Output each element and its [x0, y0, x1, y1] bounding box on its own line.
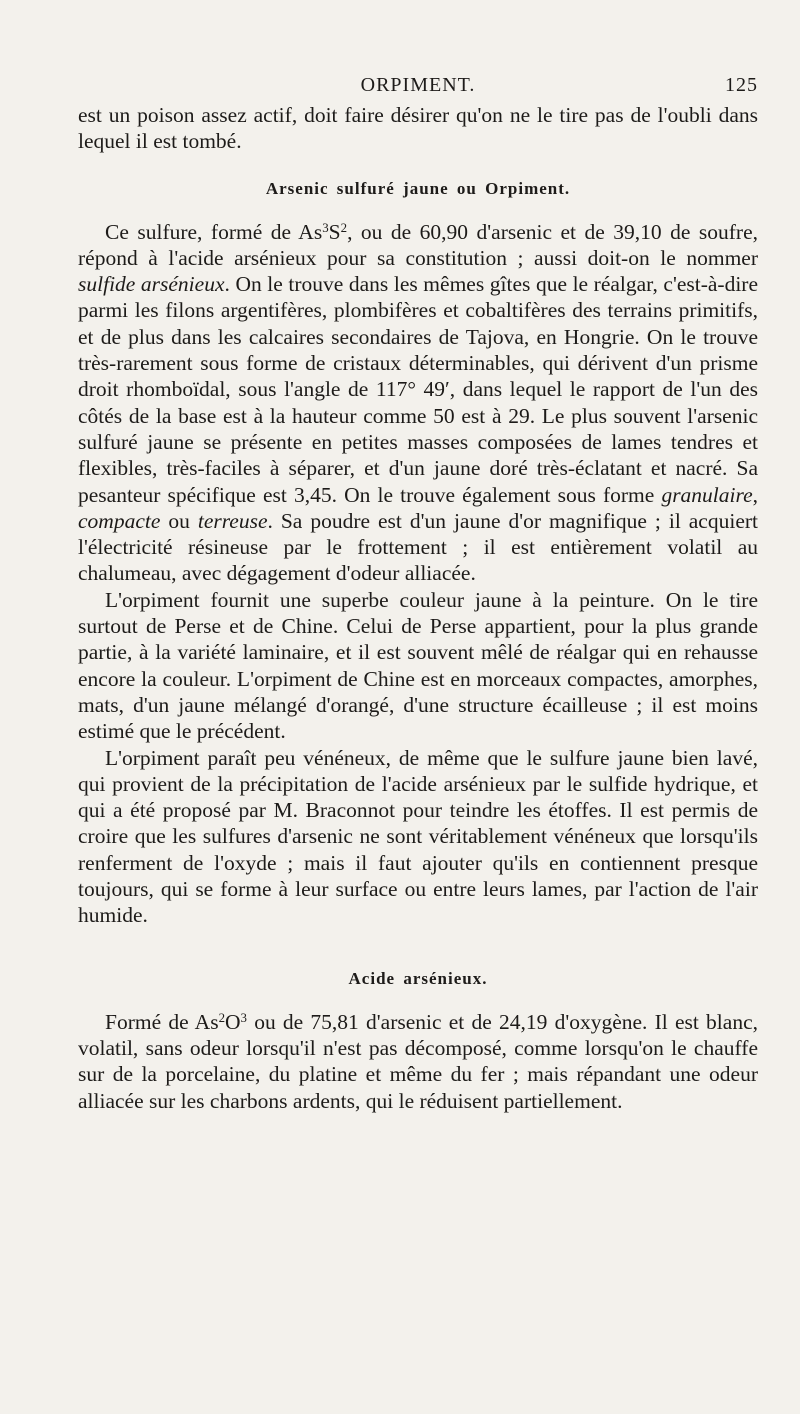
section-heading-orpiment: Arsenic sulfuré jaune ou Orpiment.	[265, 178, 571, 198]
book-page	[78, 70, 758, 1114]
formula-element-oxygen: O	[225, 1009, 241, 1034]
formula-subscript-arsenic: 2	[218, 1010, 226, 1025]
formula-prefix: Formé de As	[105, 1009, 219, 1034]
italic-term: compacte	[78, 508, 161, 533]
paragraph-text: ou de 75,81 d'arsenic et de 24,19 d'oxygène. Il est blanc, volatil, sans odeur lorsqu'il n'est pas décomposé, comme lorsqu'on le chauffe sur de la porcelaine, du platine et même du fer ; mais répandant une odeur alliacée sur les charbons ardents, qui le réduisent partiellement.	[78, 1009, 758, 1113]
continuation-paragraph: est un poison assez actif, doit faire désirer qu'on ne le tire pas de l'oubli dans lequel il est tombé.	[78, 103, 758, 154]
orpiment-description-paragraph	[78, 219, 758, 587]
paragraph-text: . Sa poudre est d'un jaune d'or magnifique ; il acquiert l'électricité résineuse par le frottement ; il est entièrement volatil au chalumeau, avec dégagement d'odeur alliacée.	[78, 508, 758, 586]
italic-term: granulaire	[661, 482, 753, 507]
running-title: ORPIMENT.	[360, 74, 476, 96]
orpiment-paint-paragraph: L'orpiment fournit une superbe couleur jaune à la peinture. On le tire surtout de Perse et de Chine. Celui de Perse appartient, pour la plus grande partie, à la variété laminaire, et il est souvent mêlé de réalgar qui en rehausse encore la couleur. L'orpiment de Chine est en morceaux compactes, amorphes, mats, d'un jaune mélangé d'orangé, d'une structure écailleuse ; il est moins estimé que le précédent.	[78, 587, 758, 744]
section-heading-arsenious-acid: Acide arsénieux.	[348, 968, 488, 988]
paragraph-text: ,	[752, 482, 758, 507]
italic-term: terreuse	[197, 508, 268, 533]
formula-subscript-arsenic: 3	[322, 220, 329, 235]
page-number: 125	[725, 74, 758, 96]
formula-subscript-oxygen: 3	[240, 1010, 247, 1025]
italic-term: sulfide arsénieux	[78, 272, 225, 297]
paragraph-text: , ou de 60,90 d'arsenic et de 39,10 de soufre, répond à l'acide arsénieux pour sa constitution ; aussi doit-on le nommer	[78, 219, 758, 270]
orpiment-toxicity-paragraph: L'orpiment paraît peu vénéneux, de même que le sulfure jaune bien lavé, qui provient de la précipitation de l'acide arsénieux par le sulfide hydrique, et qui a été proposé par M. Braconnot pour teindre les étoffes. Il est permis de croire que les sulfures d'arsenic ne sont véritablement vénéneux que lorsqu'ils renferment de l'oxyde ; mais il faut ajouter qu'ils en contiennent presque toujours, qui se forme à leur surface ou entre leurs lames, par l'action de l'air humide.	[78, 745, 758, 928]
paragraph-text: . On le trouve dans les mêmes gîtes que le réalgar, c'est-à-dire parmi les filons argentifères, plombifères et cobaltifères des terrains primitifs, et de plus dans les calcaires secondaires de Tajova, en Hongrie. On le trouve très-rarement sous forme de cristaux déterminables, qui dérivent d'un prisme droit rhomboïdal, sous l'angle de 117° 49′, dans lequel le rapport de l'un des côtés de la base est à la hauteur comme 50 est à 29. Le plus souvent l'arsenic sulfuré jaune se présente en petites masses composées de lames tendres et flexibles, très-faciles à séparer, et d'un jaune doré très-éclatant et nacré. Sa pesanteur spécifique est 3,45. On le trouve également sous forme	[78, 272, 758, 507]
formula-prefix: Ce sulfure, formé de As	[105, 219, 323, 244]
formula-element-sulfur: S	[328, 219, 341, 244]
paragraph-text: ou	[160, 508, 198, 533]
formula-subscript-sulfur: 2	[340, 220, 348, 235]
running-head	[78, 70, 758, 102]
arsenious-acid-paragraph	[78, 1009, 758, 1114]
